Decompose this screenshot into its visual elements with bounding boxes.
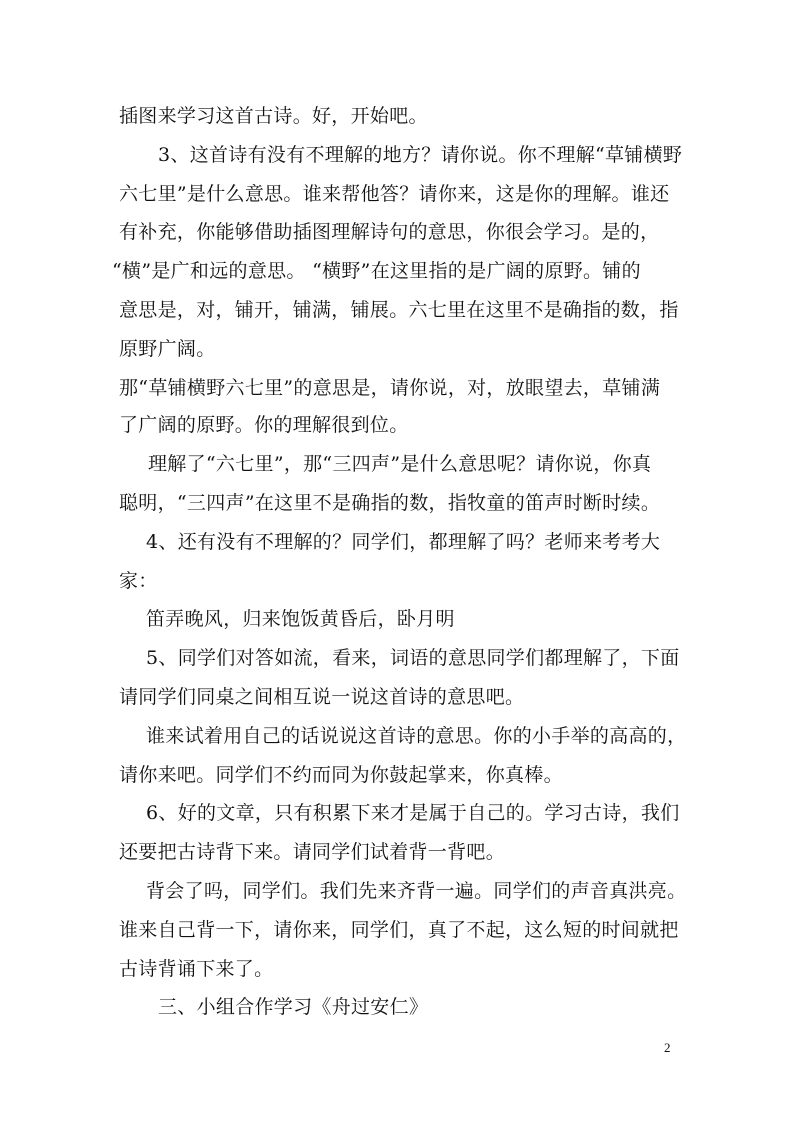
text-line-7: 原野广阔。: [119, 338, 216, 360]
text-line-6: 意思是，对，铺开，铺满，铺展。六七里在这里不是确指的数，指: [119, 299, 679, 321]
text-line-13: 家：: [119, 570, 158, 592]
section-heading: 三、小组合作学习《舟过安仁》: [158, 996, 429, 1018]
text-line-20: 还要把古诗背下来。请同学们试着背一背吧。: [119, 841, 506, 863]
text-line-8: 那“草铺横野六七里”的意思是，请你说，对，放眼望去，草铺满: [119, 377, 661, 399]
text-line-19: 6、好的文章，只有积累下来才是属于自己的。学习古诗，我们: [146, 802, 680, 824]
text-line-10: 理解了“六七里”，那“三四声”是什么意思呢？请你说，你真: [148, 453, 652, 475]
text-line-18: 请你来吧。同学们不约而同为你鼓起掌来，你真棒。: [119, 764, 563, 786]
text-line-14: 笛弄晚风，归来饱饭黄昏后，卧月明: [146, 608, 455, 630]
text-line-15: 5、同学们对答如流，看来，词语的意思同学们都理解了，下面: [146, 647, 680, 669]
text-line-23: 古诗背诵下来了。: [119, 958, 274, 980]
text-line-2: 3、这首诗有没有不理解的地方？请你说。你不理解“草铺横野: [158, 144, 683, 166]
text-line-4: 有补充，你能够借助插图理解诗句的意思，你很会学习。是的，: [119, 221, 660, 243]
text-line-1: 插图来学习这首古诗。好，开始吧。: [119, 105, 428, 127]
text-line-11: 聪明，“三四声”在这里不是确指的数，指牧童的笛声时断时续。: [119, 492, 661, 514]
text-line-17: 谁来试着用自己的话说说这首诗的意思。你的小手举的高高的，: [146, 725, 687, 747]
text-line-12: 4、还有没有不理解的？同学们，都理解了吗？老师来考考大: [146, 531, 661, 553]
text-line-21: 背会了吗，同学们。我们先来齐背一遍。同学们的声音真洪亮。: [146, 880, 687, 902]
text-line-3: 六七里”是什么意思。谁来帮他答？请你来，这是你的理解。谁还: [119, 183, 670, 205]
text-line-9: 了广阔的原野。你的理解很到位。: [119, 414, 409, 436]
text-line-5: “横”是广和远的意思。 “横野”在这里指的是广阔的原野。铺的: [112, 260, 641, 282]
page-number: 2: [664, 1040, 671, 1055]
text-line-16: 请同学们同桌之间相互说一说这首诗的意思吧。: [119, 686, 525, 708]
text-line-22: 谁来自己背一下，请你来，同学们，真了不起，这么短的时间就把: [119, 919, 679, 941]
